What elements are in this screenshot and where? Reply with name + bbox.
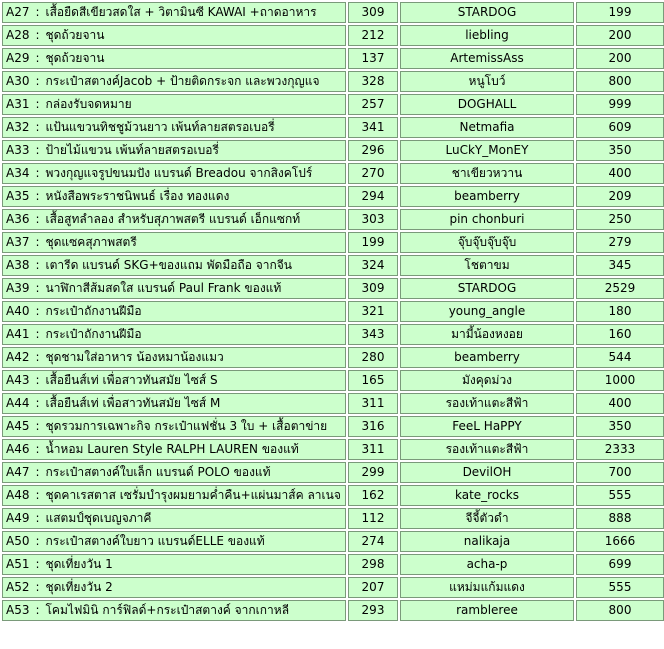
username-cell: LuCkY_MonEY	[400, 140, 574, 161]
username-cell: รองเท้าแตะสีฟ้า	[400, 393, 574, 414]
item-cell	[2, 508, 346, 529]
item-cell	[2, 439, 346, 460]
username-cell: acha-p	[400, 554, 574, 575]
table-row	[2, 393, 664, 414]
item-code: A30	[6, 74, 30, 88]
item-description: เสื้อยืดสีเขียวสดใส + วิตามินซี KAWAI +ถาดอาหาร	[45, 5, 317, 19]
username-cell: โชตาขม	[400, 255, 574, 276]
table-row	[2, 209, 664, 230]
item-code: A38	[6, 258, 30, 272]
price-cell: 279	[576, 232, 664, 253]
table-row	[2, 301, 664, 322]
item-separator: :	[35, 97, 40, 111]
number-cell: 199	[348, 232, 398, 253]
number-cell: 137	[348, 48, 398, 69]
price-cell: 555	[576, 577, 664, 598]
item-code: A34	[6, 166, 30, 180]
item-code: A43	[6, 373, 30, 387]
number-cell: 296	[348, 140, 398, 161]
item-separator: :	[35, 350, 40, 364]
item-cell	[2, 25, 346, 46]
item-description: กระเป๋าสตางค์ใบยาว แบรนด์ELLE ของแท้	[45, 534, 265, 548]
item-code: A52	[6, 580, 30, 594]
item-separator: :	[35, 28, 40, 42]
username-cell: จุ๊บจุ๊บจุ๊บจุ๊บ	[400, 232, 574, 253]
item-code: A29	[6, 51, 30, 65]
table-row	[2, 347, 664, 368]
number-cell: 207	[348, 577, 398, 598]
username-cell: มังคุดม่วง	[400, 370, 574, 391]
price-cell: 888	[576, 508, 664, 529]
number-cell: 309	[348, 2, 398, 23]
table-row	[2, 117, 664, 138]
item-code: A42	[6, 350, 30, 364]
table-row	[2, 324, 664, 345]
username-cell: beamberry	[400, 186, 574, 207]
item-separator: :	[35, 5, 40, 19]
item-code: A37	[6, 235, 30, 249]
table-row	[2, 2, 664, 23]
price-cell: 2529	[576, 278, 664, 299]
item-code: A46	[6, 442, 30, 456]
username-cell: ชาเขียวหวาน	[400, 163, 574, 184]
item-separator: :	[35, 603, 40, 617]
price-cell: 160	[576, 324, 664, 345]
item-description: กระเป๋าสตางค์ใบเล็ก แบรนด์ POLO ของแท้	[45, 465, 271, 479]
table-row	[2, 600, 664, 621]
price-cell: 400	[576, 393, 664, 414]
item-separator: :	[35, 534, 40, 548]
number-cell: 299	[348, 462, 398, 483]
username-cell: pin chonburi	[400, 209, 574, 230]
item-separator: :	[35, 258, 40, 272]
item-cell	[2, 94, 346, 115]
username-cell: STARDOG	[400, 2, 574, 23]
table-row	[2, 439, 664, 460]
table-row	[2, 370, 664, 391]
item-description: โคมไฟมินิ การ์ฟิลด์+กระเป๋าสตางค์ จากเกาหลี	[45, 603, 290, 617]
item-cell	[2, 370, 346, 391]
number-cell: 324	[348, 255, 398, 276]
item-code: A50	[6, 534, 30, 548]
price-cell: 250	[576, 209, 664, 230]
price-cell: 800	[576, 600, 664, 621]
item-cell	[2, 2, 346, 23]
table-row	[2, 485, 664, 506]
number-cell: 321	[348, 301, 398, 322]
item-code: A36	[6, 212, 30, 226]
item-description: ชุดรวมการเฉพาะกิจ กระเป๋าแฟชั่น 3 ใบ + เสื้อตาข่าย	[45, 419, 328, 433]
username-cell: แหม่มแก้มแดง	[400, 577, 574, 598]
item-separator: :	[35, 396, 40, 410]
item-description: กระเป๋าถักงานฝีมือ	[45, 327, 142, 341]
item-code: A40	[6, 304, 30, 318]
number-cell: 341	[348, 117, 398, 138]
table-row	[2, 255, 664, 276]
item-description: ชุดเที่ยงวัน 2	[45, 580, 113, 594]
price-cell: 699	[576, 554, 664, 575]
item-separator: :	[35, 74, 40, 88]
item-code: A28	[6, 28, 30, 42]
price-cell: 800	[576, 71, 664, 92]
item-code: A27	[6, 5, 30, 19]
username-cell: Netmafia	[400, 117, 574, 138]
price-cell: 609	[576, 117, 664, 138]
item-description: พวงกุญแจรูปขนมปัง แบรนด์ Breadou จากสิงคโปร์	[45, 166, 313, 180]
table-row	[2, 577, 664, 598]
username-cell: liebling	[400, 25, 574, 46]
price-cell: 544	[576, 347, 664, 368]
table-row	[2, 508, 664, 529]
item-cell	[2, 347, 346, 368]
table-row	[2, 140, 664, 161]
table-row	[2, 25, 664, 46]
item-description: น้ำหอม Lauren Style RALPH LAUREN ของแท้	[45, 442, 299, 456]
item-separator: :	[35, 189, 40, 203]
item-cell	[2, 117, 346, 138]
item-cell	[2, 163, 346, 184]
price-cell: 1666	[576, 531, 664, 552]
price-cell: 2333	[576, 439, 664, 460]
number-cell: 270	[348, 163, 398, 184]
item-code: A35	[6, 189, 30, 203]
item-code: A39	[6, 281, 30, 295]
username-cell: DOGHALL	[400, 94, 574, 115]
item-code: A32	[6, 120, 30, 134]
item-description: ชุดถ้วยจาน	[45, 51, 105, 65]
item-cell	[2, 393, 346, 414]
price-cell: 350	[576, 140, 664, 161]
item-description: เตารีด แบรนด์ SKG+ของแถม พัดมือถือ จากจีน	[45, 258, 292, 272]
item-cell	[2, 140, 346, 161]
number-cell: 212	[348, 25, 398, 46]
item-cell	[2, 278, 346, 299]
username-cell: beamberry	[400, 347, 574, 368]
table-row	[2, 554, 664, 575]
number-cell: 311	[348, 439, 398, 460]
table-row	[2, 163, 664, 184]
item-cell	[2, 554, 346, 575]
price-cell: 200	[576, 25, 664, 46]
item-separator: :	[35, 580, 40, 594]
number-cell: 165	[348, 370, 398, 391]
item-description: กระเป๋าสตางค์Jacob + ป้ายติดกระจก และพวงกุญแจ	[45, 74, 320, 88]
item-separator: :	[35, 373, 40, 387]
number-cell: 274	[348, 531, 398, 552]
item-cell	[2, 209, 346, 230]
item-cell	[2, 48, 346, 69]
item-code: A49	[6, 511, 30, 525]
price-cell: 345	[576, 255, 664, 276]
item-separator: :	[35, 465, 40, 479]
item-separator: :	[35, 51, 40, 65]
item-cell	[2, 324, 346, 345]
item-separator: :	[35, 488, 40, 502]
table-row	[2, 48, 664, 69]
item-description: ชุดชามใส่อาหาร น้องหมาน้องแมว	[45, 350, 224, 364]
number-cell: 343	[348, 324, 398, 345]
item-cell	[2, 462, 346, 483]
item-description: เสื้อสูทลำลอง สำหรับสุภาพสตรี แบรนด์ เอ็กแซกท์	[45, 212, 301, 226]
number-cell: 309	[348, 278, 398, 299]
item-description: ชุดเที่ยงวัน 1	[45, 557, 113, 571]
table-row	[2, 416, 664, 437]
item-description: ชุดคาเรสตาส เซรั่มบำรุงผมยามค่ำคืน+แผ่นมาส์ค ลาเนจ	[45, 488, 341, 502]
price-cell: 200	[576, 48, 664, 69]
item-cell	[2, 531, 346, 552]
number-cell: 298	[348, 554, 398, 575]
item-cell	[2, 232, 346, 253]
item-cell	[2, 255, 346, 276]
table-row	[2, 531, 664, 552]
username-cell: young_angle	[400, 301, 574, 322]
item-cell	[2, 301, 346, 322]
item-separator: :	[35, 304, 40, 318]
username-cell: rambleree	[400, 600, 574, 621]
price-cell: 350	[576, 416, 664, 437]
username-cell: รองเท้าแตะสีฟ้า	[400, 439, 574, 460]
item-separator: :	[35, 235, 40, 249]
price-cell: 180	[576, 301, 664, 322]
price-cell: 209	[576, 186, 664, 207]
item-cell	[2, 577, 346, 598]
item-description: กระเป๋าถักงานฝีมือ	[45, 304, 142, 318]
table-body	[2, 2, 664, 621]
number-cell: 293	[348, 600, 398, 621]
item-description: ชุดถ้วยจาน	[45, 28, 105, 42]
username-cell: มามี้น้องหงอย	[400, 324, 574, 345]
item-separator: :	[35, 120, 40, 134]
item-description: แสตมป์ชุดเบญจภาคี	[45, 511, 152, 525]
item-code: A48	[6, 488, 30, 502]
item-separator: :	[35, 281, 40, 295]
item-cell	[2, 186, 346, 207]
number-cell: 112	[348, 508, 398, 529]
number-cell: 303	[348, 209, 398, 230]
item-code: A53	[6, 603, 30, 617]
username-cell: ArtemissAss	[400, 48, 574, 69]
table-row	[2, 186, 664, 207]
price-cell: 1000	[576, 370, 664, 391]
username-cell: หนูโบว์	[400, 71, 574, 92]
item-description: ชุดแซคสุภาพสตรี	[45, 235, 137, 249]
price-cell: 555	[576, 485, 664, 506]
price-cell: 700	[576, 462, 664, 483]
item-separator: :	[35, 212, 40, 226]
item-description: เสื้อยืนส์เท่ เพื่อสาวทันสมัย ไซส์ M	[45, 396, 221, 410]
item-code: A41	[6, 327, 30, 341]
username-cell: จีจี้ตัวดำ	[400, 508, 574, 529]
item-cell	[2, 71, 346, 92]
item-code: A44	[6, 396, 30, 410]
username-cell: nalikaja	[400, 531, 574, 552]
item-cell	[2, 485, 346, 506]
username-cell: STARDOG	[400, 278, 574, 299]
number-cell: 294	[348, 186, 398, 207]
username-cell: kate_rocks	[400, 485, 574, 506]
table-row	[2, 462, 664, 483]
number-cell: 316	[348, 416, 398, 437]
item-code: A51	[6, 557, 30, 571]
item-description: เสื้อยืนส์เท่ เพื่อสาวทันสมัย ไซส์ S	[45, 373, 218, 387]
table-row	[2, 94, 664, 115]
table-row	[2, 232, 664, 253]
number-cell: 311	[348, 393, 398, 414]
item-description: ป้ายไม้แขวน เพ้นท์ลายสตรอเบอรี่	[45, 143, 219, 157]
item-cell	[2, 600, 346, 621]
price-cell: 199	[576, 2, 664, 23]
table-row	[2, 278, 664, 299]
item-code: A47	[6, 465, 30, 479]
item-separator: :	[35, 419, 40, 433]
item-separator: :	[35, 143, 40, 157]
number-cell: 257	[348, 94, 398, 115]
item-separator: :	[35, 511, 40, 525]
number-cell: 328	[348, 71, 398, 92]
item-cell	[2, 416, 346, 437]
number-cell: 280	[348, 347, 398, 368]
item-separator: :	[35, 327, 40, 341]
item-description: กล่องรับจดหมาย	[45, 97, 132, 111]
item-code: A33	[6, 143, 30, 157]
username-cell: DevilOH	[400, 462, 574, 483]
price-cell: 999	[576, 94, 664, 115]
item-separator: :	[35, 557, 40, 571]
item-description: หนังสือพระราชนิพนธ์ เรื่อง ทองแดง	[45, 189, 230, 203]
item-code: A45	[6, 419, 30, 433]
username-cell: FeeL HaPPY	[400, 416, 574, 437]
item-description: แป้นแขวนทิชชูม้วนยาว เพ้นท์ลายสตรอเบอรี่	[45, 120, 275, 134]
price-cell: 400	[576, 163, 664, 184]
number-cell: 162	[348, 485, 398, 506]
item-separator: :	[35, 166, 40, 180]
table-row	[2, 71, 664, 92]
item-description: นาฬิกาสีส้มสดใส แบรนด์ Paul Frank ของแท้	[45, 281, 282, 295]
item-separator: :	[35, 442, 40, 456]
item-code: A31	[6, 97, 30, 111]
